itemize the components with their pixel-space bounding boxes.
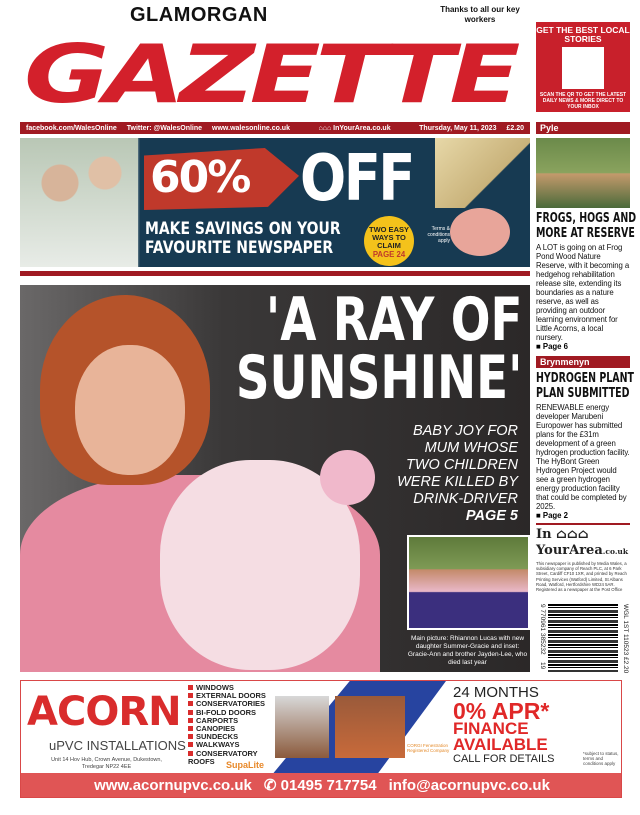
acorn-advert[interactable]	[20, 680, 622, 798]
story-pyle[interactable]: FROGS, HOGS AND MORE AT RESERVE A LOT is going on at Frog Pond Wood Nature Reserve, with it becoming a hedgehog rehabilitation release site, extending its boundaries as a nature reserve, as well as providing an outdoor learning environment for Little Acorns, a local nursery. ■ Page 6	[536, 210, 637, 351]
lead-page-ref: PAGE 5	[465, 508, 518, 524]
website-link[interactable]: www.walesonline.co.uk	[212, 124, 290, 132]
ad-phone[interactable]: ✆ 01495 717754	[263, 777, 377, 794]
piggy-bank-icon	[450, 208, 510, 256]
services-list: WINDOWS EXTERNAL DOORS CONSERVATORIES BI-FOLD DOORS CARPORTS CANOPIES SUNDECKS WALKWAYS CONSERVATORY ROOFS	[188, 684, 268, 766]
promo-terms: Terms & conditions apply	[427, 226, 450, 244]
issue-date: Thursday, May 11, 2023	[419, 124, 497, 132]
barcode-number: 9 770961 385232	[539, 604, 546, 655]
house-photo	[335, 696, 405, 758]
story-tag-pyle: Pyle	[536, 122, 630, 134]
publisher-info: This newspaper is published by Media Wales, a subsidiary company of Reach PLC, at 6 Park Street, Cardiff CF10 1XR, and printed by Reach Printing Services (Watford) Limited, St Albans Road, Watford, Hertfordshire WD24 5AR. Registered as a newspaper at the Post Office	[536, 561, 627, 593]
supalite-logo: SupaLite	[226, 760, 265, 770]
twitter-link[interactable]: Twitter: @WalesOnline	[126, 124, 203, 132]
couple-photo	[20, 138, 138, 267]
story-brynmenyn[interactable]: HYDROGEN PLANT PLAN SUBMITTED RENEWABLE energy developer Marubeni Europower has submitted plans for the £31m development of a green hydrogen production facility. The HyBont Green Hydrogen Project would see a green hydrogen energy production facility that could be completed by 2025. ■ Page 2	[536, 370, 634, 520]
lead-subheadline: BABY JOY FOR MUM WHOSE TWO CHILDREN WERE KILLED BY DRINK-DRIVER PAGE 5	[397, 423, 518, 524]
claim-badge: TWO EASY WAYS TO CLAIM PAGE 24	[364, 216, 414, 266]
ad-website[interactable]: www.acornupvc.co.uk	[94, 776, 252, 794]
promo-discount: 60%	[150, 152, 250, 203]
lead-story[interactable]	[20, 285, 530, 672]
masthead-region: GLAMORGAN	[130, 4, 268, 26]
finance-terms: *subject to status, terms and conditions apply	[583, 751, 619, 766]
baby-bow	[320, 450, 375, 505]
key-workers-badge: Thanks to all our key workers	[440, 5, 520, 24]
barcode-addon: 19	[539, 662, 546, 670]
promo-off: OFF	[300, 142, 413, 216]
acorn-logo: ACORN	[27, 689, 181, 735]
qr-promo[interactable]: GET THE BEST LOCAL STORIES SCAN THE QR TO GET THE LATEST DAILY NEWS & MORE DIRECT TO YOUR INBOX	[536, 22, 630, 112]
ad-subtitle: uPVC INSTALLATIONS	[49, 738, 186, 753]
contact-strip	[21, 773, 622, 797]
finance-offer: 24 MONTHS 0% APR* FINANCE AVAILABLE CALL FOR DETAILS	[453, 684, 555, 765]
barcode	[548, 604, 618, 672]
info-bar	[20, 122, 530, 134]
phone-icon: ✆	[263, 777, 281, 794]
promo-subtitle: MAKE SAVINGS ON YOUR FAVOURITE NEWSPAPER	[145, 219, 341, 258]
barcode-edition: WGL 1ST 110523 £2.20	[622, 604, 629, 674]
conservatory-photo	[275, 696, 329, 758]
mother-face	[75, 345, 185, 475]
inyourarea-logo: ⌂⌂⌂ InYourArea.co.uk	[318, 124, 391, 132]
story-tag-brynmenyn: Brynmenyn	[536, 356, 630, 368]
photo-caption: Main picture: Rhiannon Lucas with new daughter Summer-Gracie and inset: Gracie-Ann and brother Jayden-Lee, who died last year	[407, 635, 528, 666]
ad-address: Unit 14 Hov Hub, Crown Avenue, Dukestown, Tredegar NP22 4EE	[51, 757, 162, 770]
price: £2.20	[506, 124, 524, 132]
ad-email[interactable]: info@acornupvc.co.uk	[388, 776, 550, 794]
inset-photo	[407, 535, 530, 630]
promo-banner[interactable]	[20, 138, 530, 267]
masthead-title: GAZETTE	[24, 28, 516, 121]
divider	[536, 523, 630, 525]
lead-headline: 'A RAY OF SUNSHINE'	[235, 285, 522, 413]
corgi-logo: CORGI Fenestration Registered Company	[407, 743, 450, 753]
divider	[20, 271, 530, 276]
facebook-link[interactable]: facebook.com/WalesOnline	[26, 124, 117, 132]
reserve-photo	[536, 138, 630, 208]
inyourarea-logo: In ⌂⌂⌂ YourArea.co.uk	[536, 527, 629, 558]
banknotes-image	[435, 138, 530, 208]
qr-code-icon[interactable]	[562, 47, 604, 89]
